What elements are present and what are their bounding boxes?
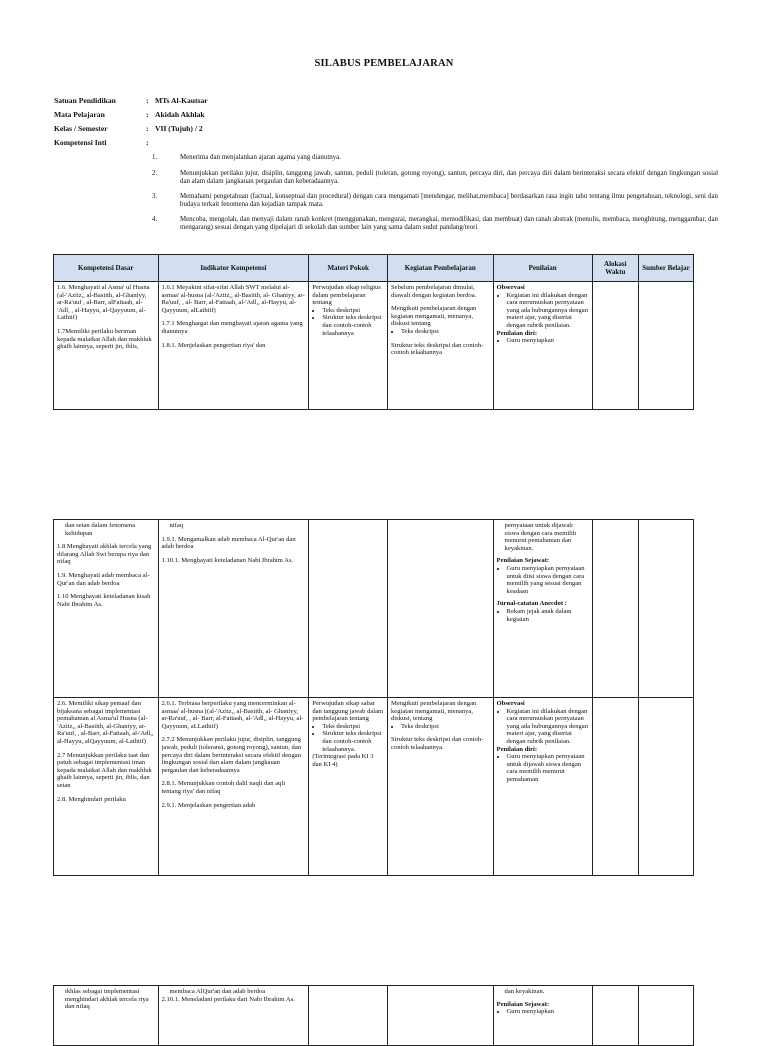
materi-cell (309, 520, 388, 698)
table-row (54, 282, 694, 410)
penilaian-item: • Rekam jejak anak dalam kegiatan (507, 608, 589, 623)
indikator-item: 1.10.1. Menghayati keteladanan Nabi Ibrahim As. (161, 556, 294, 564)
ki-text: Memahami pengetahuan (factual, konseptual dan procedural) dengan cara mengamati [mendengar, melihat,membaca] berdasarkan rasa ingin tahu tentang ilmu pengetahuan, teknologi, seni dan budaya terkait fenomena dan kejadian tampak mata. (180, 193, 718, 209)
penilaian-item: • Guru menyiapkan pernyataan untuk diisi siswa dengan cara memilih yang sesuai dengan keadaan (507, 565, 589, 595)
ki-number: 1. (152, 154, 158, 161)
ki-number: 2. (152, 170, 158, 177)
header-cell: Sumber Belajar (638, 255, 693, 282)
kd-cell (54, 520, 159, 698)
indikator-cell (158, 520, 309, 698)
kegiatan-cell (387, 282, 493, 410)
materi-cell (309, 282, 388, 410)
penilaian-heading: Jurnal-catatan Anecdot : (496, 600, 567, 608)
table-row (54, 986, 694, 1046)
kd-item: 2.7 Menunjukkan perilaku taat dan patuh sebagai implementasi iman kepada malaikat Allah dan makhluk ghaib lainnya, seperti jin, iblis, dan setan (57, 751, 152, 789)
kd-item: 1.7Memiliki perilaku beriman kepada malaikat Allah dan makhluk ghaib lainnya, seperti jin, iblis, (57, 327, 152, 351)
kegiatan-item: • Teks deskripsi (401, 723, 490, 731)
indikator-item: 2.9.1. Menjelaskan pengertian adab (161, 801, 256, 809)
materi-note: (Terintegrasi pada KI 3 dan KI 4) (312, 753, 374, 768)
penilaian-cell (493, 282, 592, 410)
page-title: SILABUS PEMBELAJARAN (314, 58, 454, 69)
header-cell: Alokasi Waktu (592, 255, 638, 282)
meta-colon: : (146, 124, 149, 133)
indikator-item: 2.6.1. Terbiasa berperilaku yang mencerminkan al-asmaa' al-husna ((al-'Aziiz,, al-Basiith, al- Ghaniyy, ar-Ra'uuf, , al- Barr, al-Fattaah, al-'Adl,, al-Hayyu, al-Qayyuum, aLLathiif) (161, 700, 304, 730)
alokasi-cell (592, 698, 638, 876)
syllabus-table-continued (53, 985, 694, 1046)
header-cell: Penilaian (493, 255, 592, 282)
meta-label: Mata Pelajaran (54, 110, 105, 119)
alokasi-cell (592, 520, 638, 698)
materi-cell (309, 698, 388, 876)
materi-cell (309, 986, 388, 1046)
kd-cell (54, 698, 159, 876)
penilaian-heading: Penilaian Sejawat: (496, 1000, 550, 1008)
sumber-cell (638, 698, 693, 876)
meta-colon: : (146, 110, 149, 119)
alokasi-cell (592, 282, 638, 410)
penilaian-cell (493, 698, 592, 876)
kegiatan-text: Sebelum pembelajaran dimulai, diawali dengan kegiatan berdoa. (390, 284, 477, 299)
header-cell: Kompetensi Dasar (54, 255, 159, 282)
table-row (54, 698, 694, 876)
kd-item: ikhlas sebagai implementasi menghindari akhlak tercela riya dan nifaq (65, 988, 149, 1011)
penilaian-item: • Guru menyiapkan (507, 1008, 589, 1016)
meta-label: Kompetensi Inti (54, 138, 107, 147)
kegiatan-cell (387, 520, 493, 698)
kd-item: 2.6. Memiliki sikap pemaaf dan bijaksana sebagai implementasi pemahaman al Asma'ul Husna (al-'Aziiz,, al-Basiith, al-Ghaniyy, ar-Ra'uuf, , al-Barr, al-Fattaah, al-'Adl,, al-Hayyu, alQayyuum, al-Lathiif) (57, 700, 154, 745)
kegiatan-text: Struktur teks deskripsi dan contoh-contoh telaahannya (390, 341, 484, 357)
kegiatan-text: Mengikuti pembelajaran dengan kegiatan mengamati, menanya, diskusi, tentang (390, 700, 477, 723)
table-row (54, 520, 694, 698)
penilaian-heading: Penilaian diri: (496, 329, 538, 337)
penilaian-item: • Kegiatan ini dilakukan dengan cara merumuskan pernyataan yang ada hubungannya dengan materi ajar, yang disertai dengan rubrik penilaian. (507, 708, 589, 746)
penilaian-cell (493, 520, 592, 698)
penilaian-text: dan keyakinan. (504, 988, 545, 995)
sumber-cell (638, 282, 693, 410)
meta-label: Kelas / Semester (54, 124, 108, 133)
indikator-cell (158, 698, 309, 876)
ki-text: Menunjukkan perilaku jujur, disiplin, tanggung jawab, santun, peduli (toleran, gotong royong), santun, percaya diri, dan percaya diri dalam berinteraksi secara efektif dengan lingkungan sosial dan alam dalam jangkauan pergaulan dan keberadaannya. (180, 170, 718, 186)
meta-colon: : (146, 138, 149, 147)
indikator-item: 1.9.1. Mengamalkan adab membaca Al-Qur'an dan adab berdoa (161, 535, 296, 551)
kegiatan-item: • Teks deskripsi (401, 328, 490, 336)
indikator-item: 2.10.1. Meneladani perilaku dari Nabi Ibrahim As. (161, 995, 295, 1003)
indikator-item: nifaq (169, 522, 184, 529)
kegiatan-cell (387, 698, 493, 876)
indikator-item: 1.7.1 Menghargai dan menghayati ajaran agama yang dianutnya (161, 320, 303, 335)
ki-text: Menerima dan menjalankan ajaran agama yang dianutnya. (180, 154, 341, 161)
materi-intro: Perwujudan sikap sabar dan tanggung jawab dalam pembelajaran tentang (312, 700, 384, 723)
penilaian-heading: Observasi (496, 284, 525, 291)
kegiatan-text: Struktur teks deskripsi dan contoh-contoh telaahannya. (390, 736, 484, 751)
indikator-cell (158, 282, 309, 410)
meta-value: VII (Tujuh) / 2 (155, 124, 203, 133)
header-cell: Materi Pokok (309, 255, 388, 282)
kd-item: 1.6. Menghayati al Asma' ul Husna (al-'Aziiz,, al-Basiith, al-Ghaniyy, ar-Ra'uuf , al-Barr, alFattaah, al-'Adl, , al-Hayyu, al-Qayyuum, al-Lathiif) (57, 284, 150, 322)
penilaian-item: • Guru menyiapkan pernyataan untuk dijawab siswa dengan cara memilih menurut pemahaman (507, 753, 589, 783)
penilaian-heading: Penilaian Sejawat: (496, 557, 550, 565)
sumber-cell (638, 986, 693, 1046)
meta-label: Satuan Pendidikan (54, 96, 116, 105)
indikator-item: 1.6.1 Meyakini sifat-sifat Allah SWT melalui al-asmaa' al-husna (al-'Aziiz,, al-Basiith, al- Ghaniyy, ar-Ra'uuf, , al- Barr, al-Fattaah, al-'Adl,, al-Hayyu, al-Qayyuum, alLathiif) (161, 284, 305, 314)
indikator-cell (158, 986, 309, 1046)
meta-value: MTs Al-Kautsar (155, 96, 208, 105)
penilaian-cell (493, 986, 592, 1046)
materi-item: • Teks deskripsi (322, 307, 384, 315)
kd-item: 2.8. Menghindari perilaku (57, 795, 126, 803)
kd-cell (54, 282, 159, 410)
kegiatan-text: Mengikuti pembelajaran dengan kegiatan mengamati, menanya, diskusi tentang (390, 305, 477, 328)
penilaian-text: pernyataan untuk dijawab siswa dengan cara memilih menurut pemahaman dan keyakinan. (504, 522, 577, 552)
penilaian-heading: Penilaian diri: (496, 745, 538, 753)
header-cell: Indikator Kompetensi (158, 255, 309, 282)
indikator-item: membaca AlQur'an dan adab berdoa (169, 988, 266, 995)
kd-item: 1.8 Menghayati akhlak tercela yang dilarang Allah Swt berupa riya dan nifaq (57, 543, 152, 566)
indikator-item: 2.8.1. Menunjukkan contoh dalil naqli dan aqli tentang riya' dan nifaq (161, 780, 286, 795)
materi-item: • Struktur teks deskripsi dan contoh-contoh telaahannya (322, 314, 384, 337)
materi-item: • Struktur teks deskripsi dan contoh-contoh telaahannya. (322, 730, 384, 753)
kd-item: 1.9. Menghayati adab membaca al-Qur'an dan adab berdoa (57, 571, 150, 587)
indikator-item: 2.7.2 Menunjukkan perilaku jujur, disiplin, tanggung jawab, peduli (toleransi, gotong royong), santun, dan percaya diri dalam berinteraksi secara efektif dengan lingkungan sosial dan alam dalam jangkauan pergaulan dan keberadaannya (161, 736, 302, 774)
indikator-item: 1.8.1. Menjelaskan pengertian riya' dan (161, 341, 266, 349)
penilaian-item: • Guru menyiapkan (507, 337, 589, 345)
meta-value: Akidah Akhlak (155, 110, 205, 119)
syllabus-table-continued (53, 519, 694, 876)
kd-cell (54, 986, 159, 1046)
ki-number: 3. (152, 193, 158, 200)
kd-item: dan setan dalam fenomena kehidupan (65, 522, 136, 537)
header-cell: Kegiatan Pembelajaran (387, 255, 493, 282)
table-header-row (54, 255, 694, 282)
ki-number: 4. (152, 216, 158, 223)
ki-text: Mencoba, mengolah, dan menyaji dalam ranah konkret (menggunakan, mengurai, merangkai, memodifikasi, dan membuat) dan ranah abstrak (menulis, membaca, menghitung, menggambar, dan mengarang) sesuai dengan yang dipelajari di sekolah dan sumber lain yang sama dalam sudut pandang/teori (180, 216, 718, 232)
kegiatan-cell (387, 986, 493, 1046)
kd-item: 1.10 Menghayati keteladanan kisah Nabi Ibrahim As. (57, 593, 151, 608)
penilaian-heading: Observasi (496, 700, 525, 707)
penilaian-item: • Kegiatan ini dilakukan dengan cara merumuskan pernyataan yang ada hubungannya dengan materi ajar, yang disertai dengan rubrik penilaian. (507, 292, 589, 330)
materi-item: • Teks deskripsi (322, 723, 384, 731)
sumber-cell (638, 520, 693, 698)
syllabus-table (53, 254, 694, 410)
meta-colon: : (146, 96, 149, 105)
alokasi-cell (592, 986, 638, 1046)
materi-intro: Perwujudan sikap religius dalam pembelajaran tentang (312, 284, 381, 307)
